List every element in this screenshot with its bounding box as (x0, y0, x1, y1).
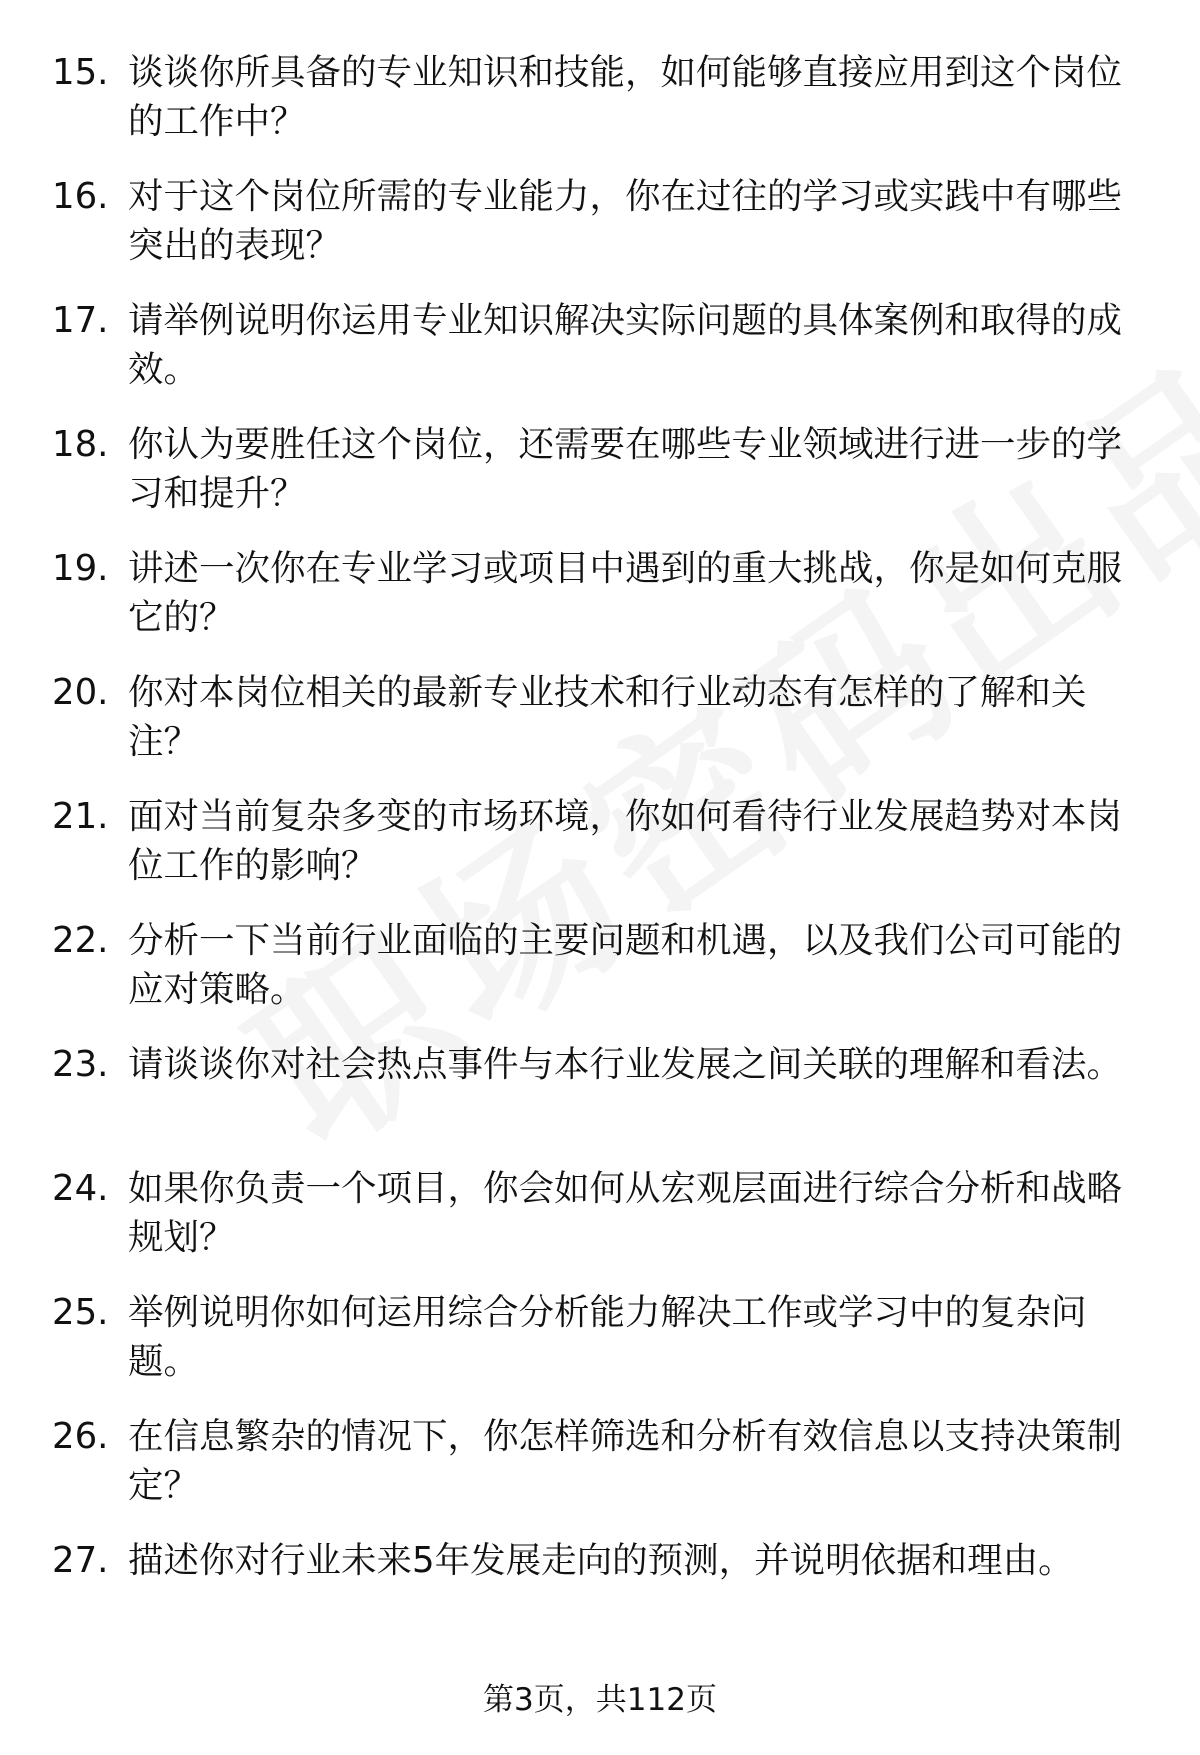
item-text: 描述你对行业未来5年发展走向的预测，并说明依据和理由。 (128, 1540, 1074, 1581)
item-text: 面对当前复杂多变的市场环境，你如何看待行业发展趋势对本岗位工作的影响？ (128, 796, 1123, 886)
list-item (0, 1164, 1200, 1262)
item-number: 17. (52, 300, 109, 341)
list-item (0, 48, 1200, 146)
item-number: 19. (52, 548, 109, 589)
list-item (0, 420, 1200, 518)
item-text: 分析一下当前行业面临的主要问题和机遇，以及我们公司可能的应对策略。 (128, 920, 1123, 1010)
item-text: 讲述一次你在专业学习或项目中遇到的重大挑战，你是如何克服它的？ (128, 548, 1123, 638)
item-text: 你对本岗位相关的最新专业技术和行业动态有怎样的了解和关注？ (128, 672, 1087, 762)
list-item (0, 916, 1200, 1014)
item-text: 请举例说明你运用专业知识解决实际问题的具体案例和取得的成效。 (128, 300, 1123, 390)
page-footer: 第3页，共112页 (483, 1682, 717, 1718)
item-number: 26. (52, 1416, 109, 1457)
list-item (0, 1288, 1200, 1386)
item-number: 21. (52, 796, 109, 837)
item-text: 在信息繁杂的情况下，你怎样筛选和分析有效信息以支持决策制定？ (128, 1416, 1123, 1506)
item-number: 23. (52, 1044, 109, 1085)
list-item (0, 1536, 1200, 1585)
item-text: 对于这个岗位所需的专业能力，你在过往的学习或实践中有哪些突出的表现？ (128, 176, 1123, 266)
list-item (0, 544, 1200, 642)
item-number: 15. (52, 52, 109, 93)
list-item (0, 1412, 1200, 1510)
list-item (0, 172, 1200, 270)
item-text: 谈谈你所具备的专业知识和技能，如何能够直接应用到这个岗位的工作中？ (128, 52, 1123, 142)
item-number: 24. (52, 1168, 109, 1209)
item-number: 16. (52, 176, 109, 217)
item-text: 举例说明你如何运用综合分析能力解决工作或学习中的复杂问题。 (128, 1292, 1087, 1382)
item-number: 22. (52, 920, 109, 961)
item-number: 18. (52, 424, 109, 465)
list-item (0, 792, 1200, 890)
item-text: 请谈谈你对社会热点事件与本行业发展之间关联的理解和看法。 (128, 1044, 1123, 1085)
item-text: 你认为要胜任这个岗位，还需要在哪些专业领域进行进一步的学习和提升？ (128, 424, 1123, 514)
item-number: 20. (52, 672, 109, 713)
item-number: 27. (52, 1540, 109, 1581)
list-item (0, 296, 1200, 394)
item-number: 25. (52, 1292, 109, 1333)
list-item (0, 1040, 1200, 1089)
list-item (0, 668, 1200, 766)
item-text: 如果你负责一个项目，你会如何从宏观层面进行综合分析和战略规划？ (128, 1168, 1123, 1258)
question-list (0, 48, 1200, 1660)
